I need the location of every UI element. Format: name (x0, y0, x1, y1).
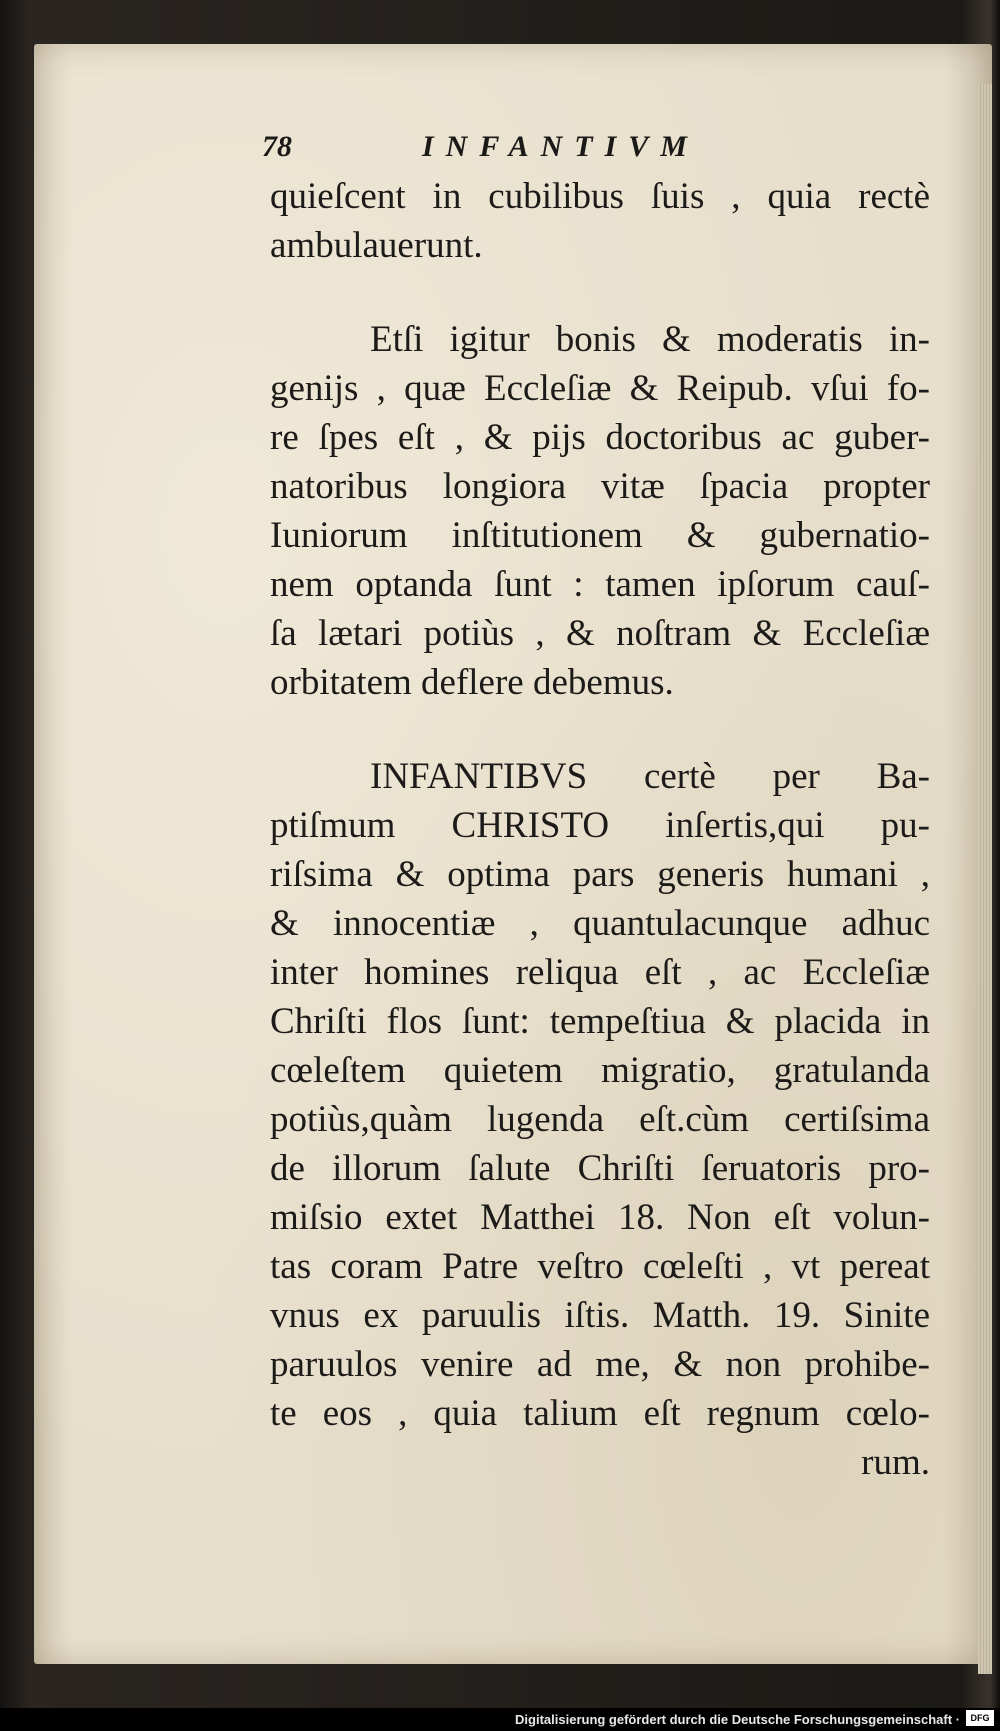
text-line: nem optanda ſunt : tamen ipſorum cauſ- (270, 564, 930, 605)
paragraph-gap (270, 707, 930, 752)
text-line: ſa lætari potiùs , & noſtram & Eccleſiæ (270, 613, 930, 654)
text-line: re ſpes eſt , & pijs doctoribus ac guber- (270, 417, 930, 458)
text-line: orbitatem deflere debemus. (270, 662, 674, 703)
text-line-last: rum. (861, 1442, 930, 1483)
paragraph-gap (270, 270, 930, 315)
text-line: tas coram Patre veſtro cœleſti , vt pereat (270, 1246, 930, 1287)
body-text (270, 172, 930, 1487)
text-line: paruulos venire ad me, & non prohibe- (270, 1344, 930, 1385)
text-line: cœleſtem quietem migratio, gratulanda (270, 1050, 930, 1091)
funding-credit: Digitalisierung gefördert durch die Deutsche Forschungsgemeinschaft · (515, 1712, 960, 1727)
text-line: ptiſmum CHRISTO inſertis,qui pu- (270, 805, 930, 846)
text-line: te eos , quia talium eſt regnum cœlo- (270, 1393, 930, 1434)
text-line: INFANTIBVS certè per Ba- (370, 756, 930, 797)
page-number: 78 (262, 130, 292, 163)
text-line: de illorum ſalute Chriſti ſeruatoris pro- (270, 1148, 930, 1189)
text-line: miſsio extet Matthei 18. Non eſt volun- (270, 1197, 930, 1238)
text-line: potiùs,quàm lugenda eſt.cùm certiſsima (270, 1099, 930, 1140)
text-line: ambulauerunt. (270, 225, 483, 266)
text-line: Iuniorum inſtitutionem & gubernatio- (270, 515, 930, 556)
text-line: quieſcent in cubilibus ſuis , quia rectè (270, 176, 930, 217)
page-edge (978, 84, 992, 1674)
text-line: riſsima & optima pars generis humani , (270, 854, 930, 895)
text-line: genijs , quæ Eccleſiæ & Reipub. vſui fo- (270, 368, 930, 409)
text-line: vnus ex paruulis iſtis. Matth. 19. Sinite (270, 1295, 930, 1336)
running-head: INFANTIVM (422, 130, 699, 163)
text-line: inter homines reliqua eſt , ac Eccleſiæ (270, 952, 930, 993)
page-header (262, 130, 902, 170)
text-line: Chriſti flos ſunt: tempeſtiua & placida in (270, 1001, 930, 1042)
dfg-logo: DFG (966, 1710, 994, 1726)
text-line: natoribus longiora vitæ ſpacia propter (270, 466, 930, 507)
text-line: & innocentiæ , quantulacunque adhuc (270, 903, 930, 944)
text-line: Etſi igitur bonis & moderatis in- (370, 319, 930, 360)
